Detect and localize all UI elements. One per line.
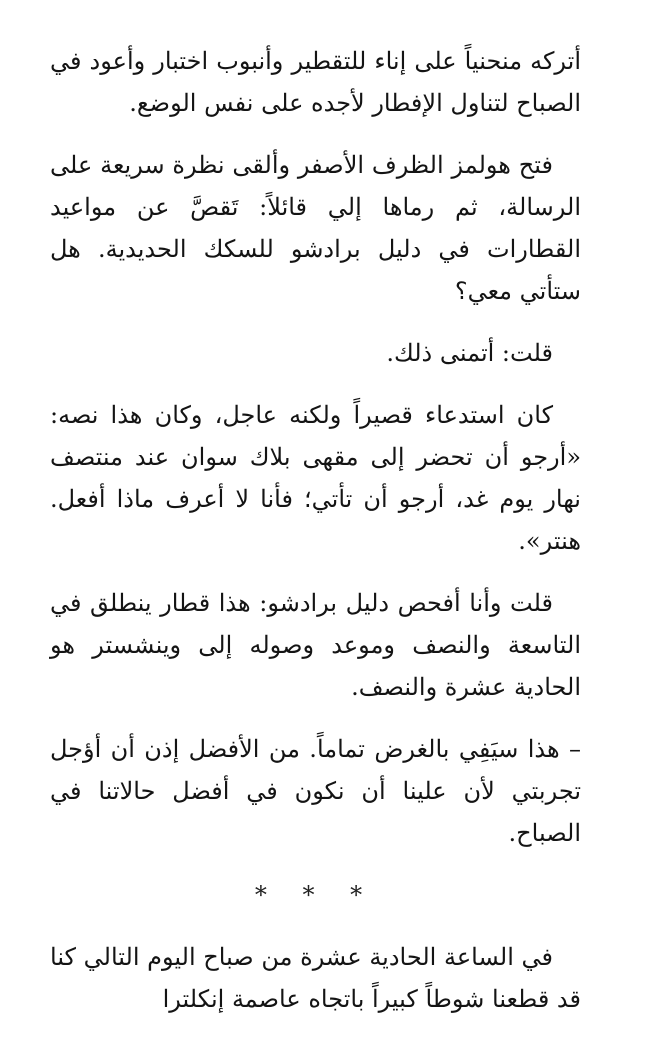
book-page <box>50 40 581 1040</box>
paragraph-train-schedule: قلت وأنا أفحص دليل برادشو: هذا قطار ينطلق في التاسعة والنصف وموعد وصوله إلى وينشستر هو الحادية عشرة والنصف. <box>50 589 581 701</box>
paragraph-next-morning: في الساعة الحادية عشرة من صباح اليوم التالي كنا قد قطعنا شوطاً كبيراً باتجاه عاصمة إنكلترا <box>50 943 581 1013</box>
paragraph-dismissal: أتركه منحنياً على إناء للتقطير وأنبوب اختبار وأعود في الصباح لتناول الإفطار لأجده على نفس الوضع. <box>50 47 581 117</box>
paragraph-summons: كان استدعاء قصيراً ولكنه عاجل، وكان هذا نصه: «أرجو أن تحضر إلى مقهى بلاك سوان عند منتصف نهار يوم غد، أرجو أن تأتي؛ فأنا لا أعرف ماذا أفعل. هنتر». <box>50 401 581 555</box>
paragraph-holmes-reply: – هذا سيَفِي بالغرض تماماً. من الأفضل إذن أن أؤجل تجربتي لأن علينا أن نكون في أفضل حالاتنا في الصباح. <box>50 735 581 847</box>
section-separator: * * * <box>254 881 377 909</box>
paragraph-holmes-telegram: فتح هولمز الظرف الأصفر وألقى نظرة سريعة على الرسالة، ثم رماها إلي قائلاً: تَقصَّ عن مواعيد القطارات في دليل برادشو للسكك الحديدية. هل ستأتي معي؟ <box>50 151 581 305</box>
paragraph-reply: قلت: أتمنى ذلك. <box>386 339 553 367</box>
